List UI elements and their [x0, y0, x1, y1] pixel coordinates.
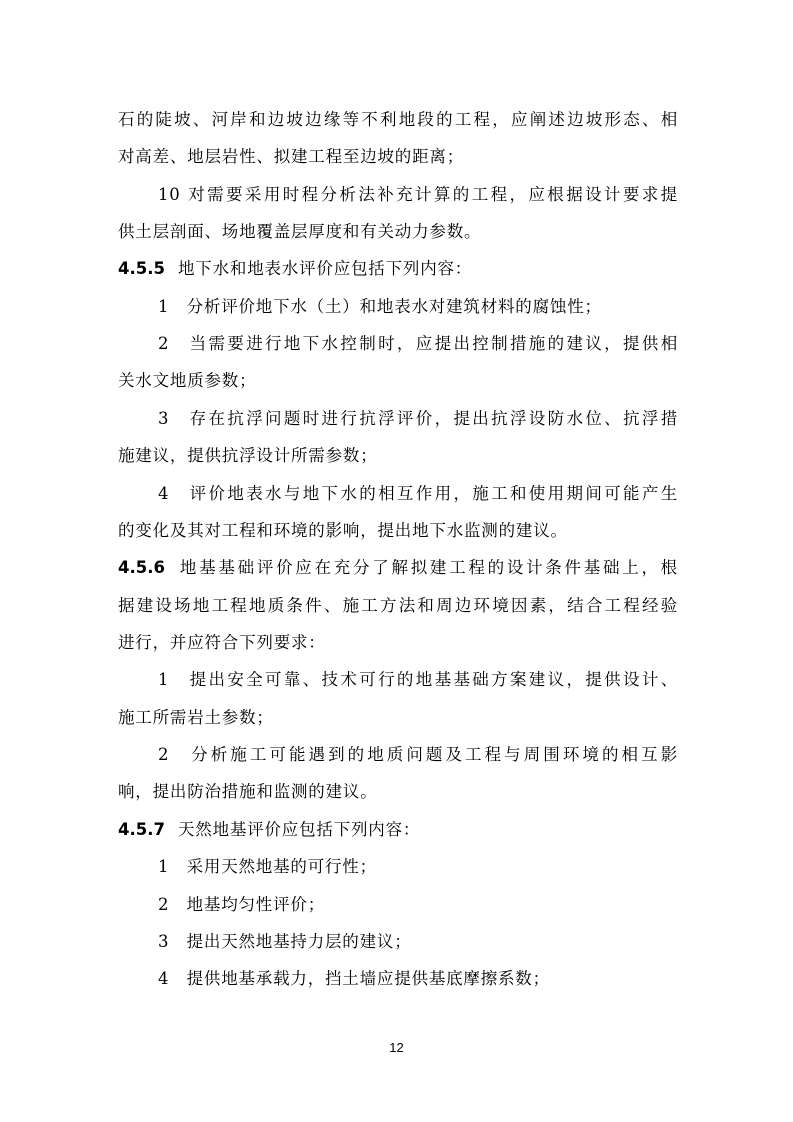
- section-number: 4.5.6: [118, 558, 165, 577]
- section-heading: [118, 257, 678, 281]
- paragraph-line: 施工所需岩土参数；: [118, 708, 274, 727]
- section-title: 地下水和地表水评价应包括下列内容：: [178, 259, 473, 278]
- section-title: 地基基础评价应在充分了解拟建工程的设计条件基础上，根: [178, 558, 678, 577]
- section-heading: [118, 556, 678, 580]
- paragraph-line: 对高差、地层岩性、拟建工程至边坡的距离；: [118, 147, 464, 166]
- section-number: 4.5.5: [118, 259, 165, 278]
- paragraph-line: 据建设场地工程地质条件、施工方法和周边环境因素，结合工程经验: [118, 596, 678, 615]
- paragraph-line: 施建议，提供抗浮设计所需参数；: [118, 446, 378, 465]
- list-item: 2 分析施工可能遇到的地质问题及工程与周围环境的相互影: [158, 745, 678, 764]
- paragraph-line: 关水文地质参数；: [118, 371, 257, 390]
- list-item: 2 地基均匀性评价；: [158, 895, 325, 914]
- paragraph-line: 进行，并应符合下列要求：: [118, 633, 326, 652]
- list-item: 10 对需要采用时程分析法补充计算的工程，应根据设计要求提: [158, 185, 678, 204]
- paragraph-line: 的变化及其对工程和环境的影响，提出地下水监测的建议。: [118, 521, 568, 540]
- page-number: 12: [389, 1040, 404, 1055]
- paragraph-line: 供土层剖面、场地覆盖层厚度和有关动力参数。: [118, 222, 482, 241]
- list-item: 3 提出天然地基持力层的建议；: [158, 932, 412, 951]
- list-item: 2 当需要进行地下水控制时，应提出控制措施的建议，提供相: [158, 334, 678, 353]
- list-item: 3 存在抗浮问题时进行抗浮评价，提出抗浮设防水位、抗浮措: [158, 409, 678, 428]
- list-item: 1 提出安全可靠、技术可行的地基基础方案建议，提供设计、: [158, 670, 678, 689]
- section-title: 天然地基评价应包括下列内容：: [178, 820, 421, 839]
- paragraph-line: 响，提出防治措施和监测的建议。: [118, 782, 378, 801]
- paragraph-line: 石的陡坡、河岸和边坡边缘等不利地段的工程，应阐述边坡形态、相: [118, 110, 678, 129]
- section-heading: [118, 818, 678, 842]
- section-number: 4.5.7: [118, 820, 165, 839]
- list-item: 1 分析评价地下水（土）和地表水对建筑材料的腐蚀性；: [158, 297, 602, 316]
- list-item: 1 采用天然地基的可行性；: [158, 857, 377, 876]
- list-item: 4 提供地基承载力，挡土墙应提供基底摩擦系数；: [158, 969, 550, 988]
- list-item: 4 评价地表水与地下水的相互作用，施工和使用期间可能产生: [158, 484, 678, 503]
